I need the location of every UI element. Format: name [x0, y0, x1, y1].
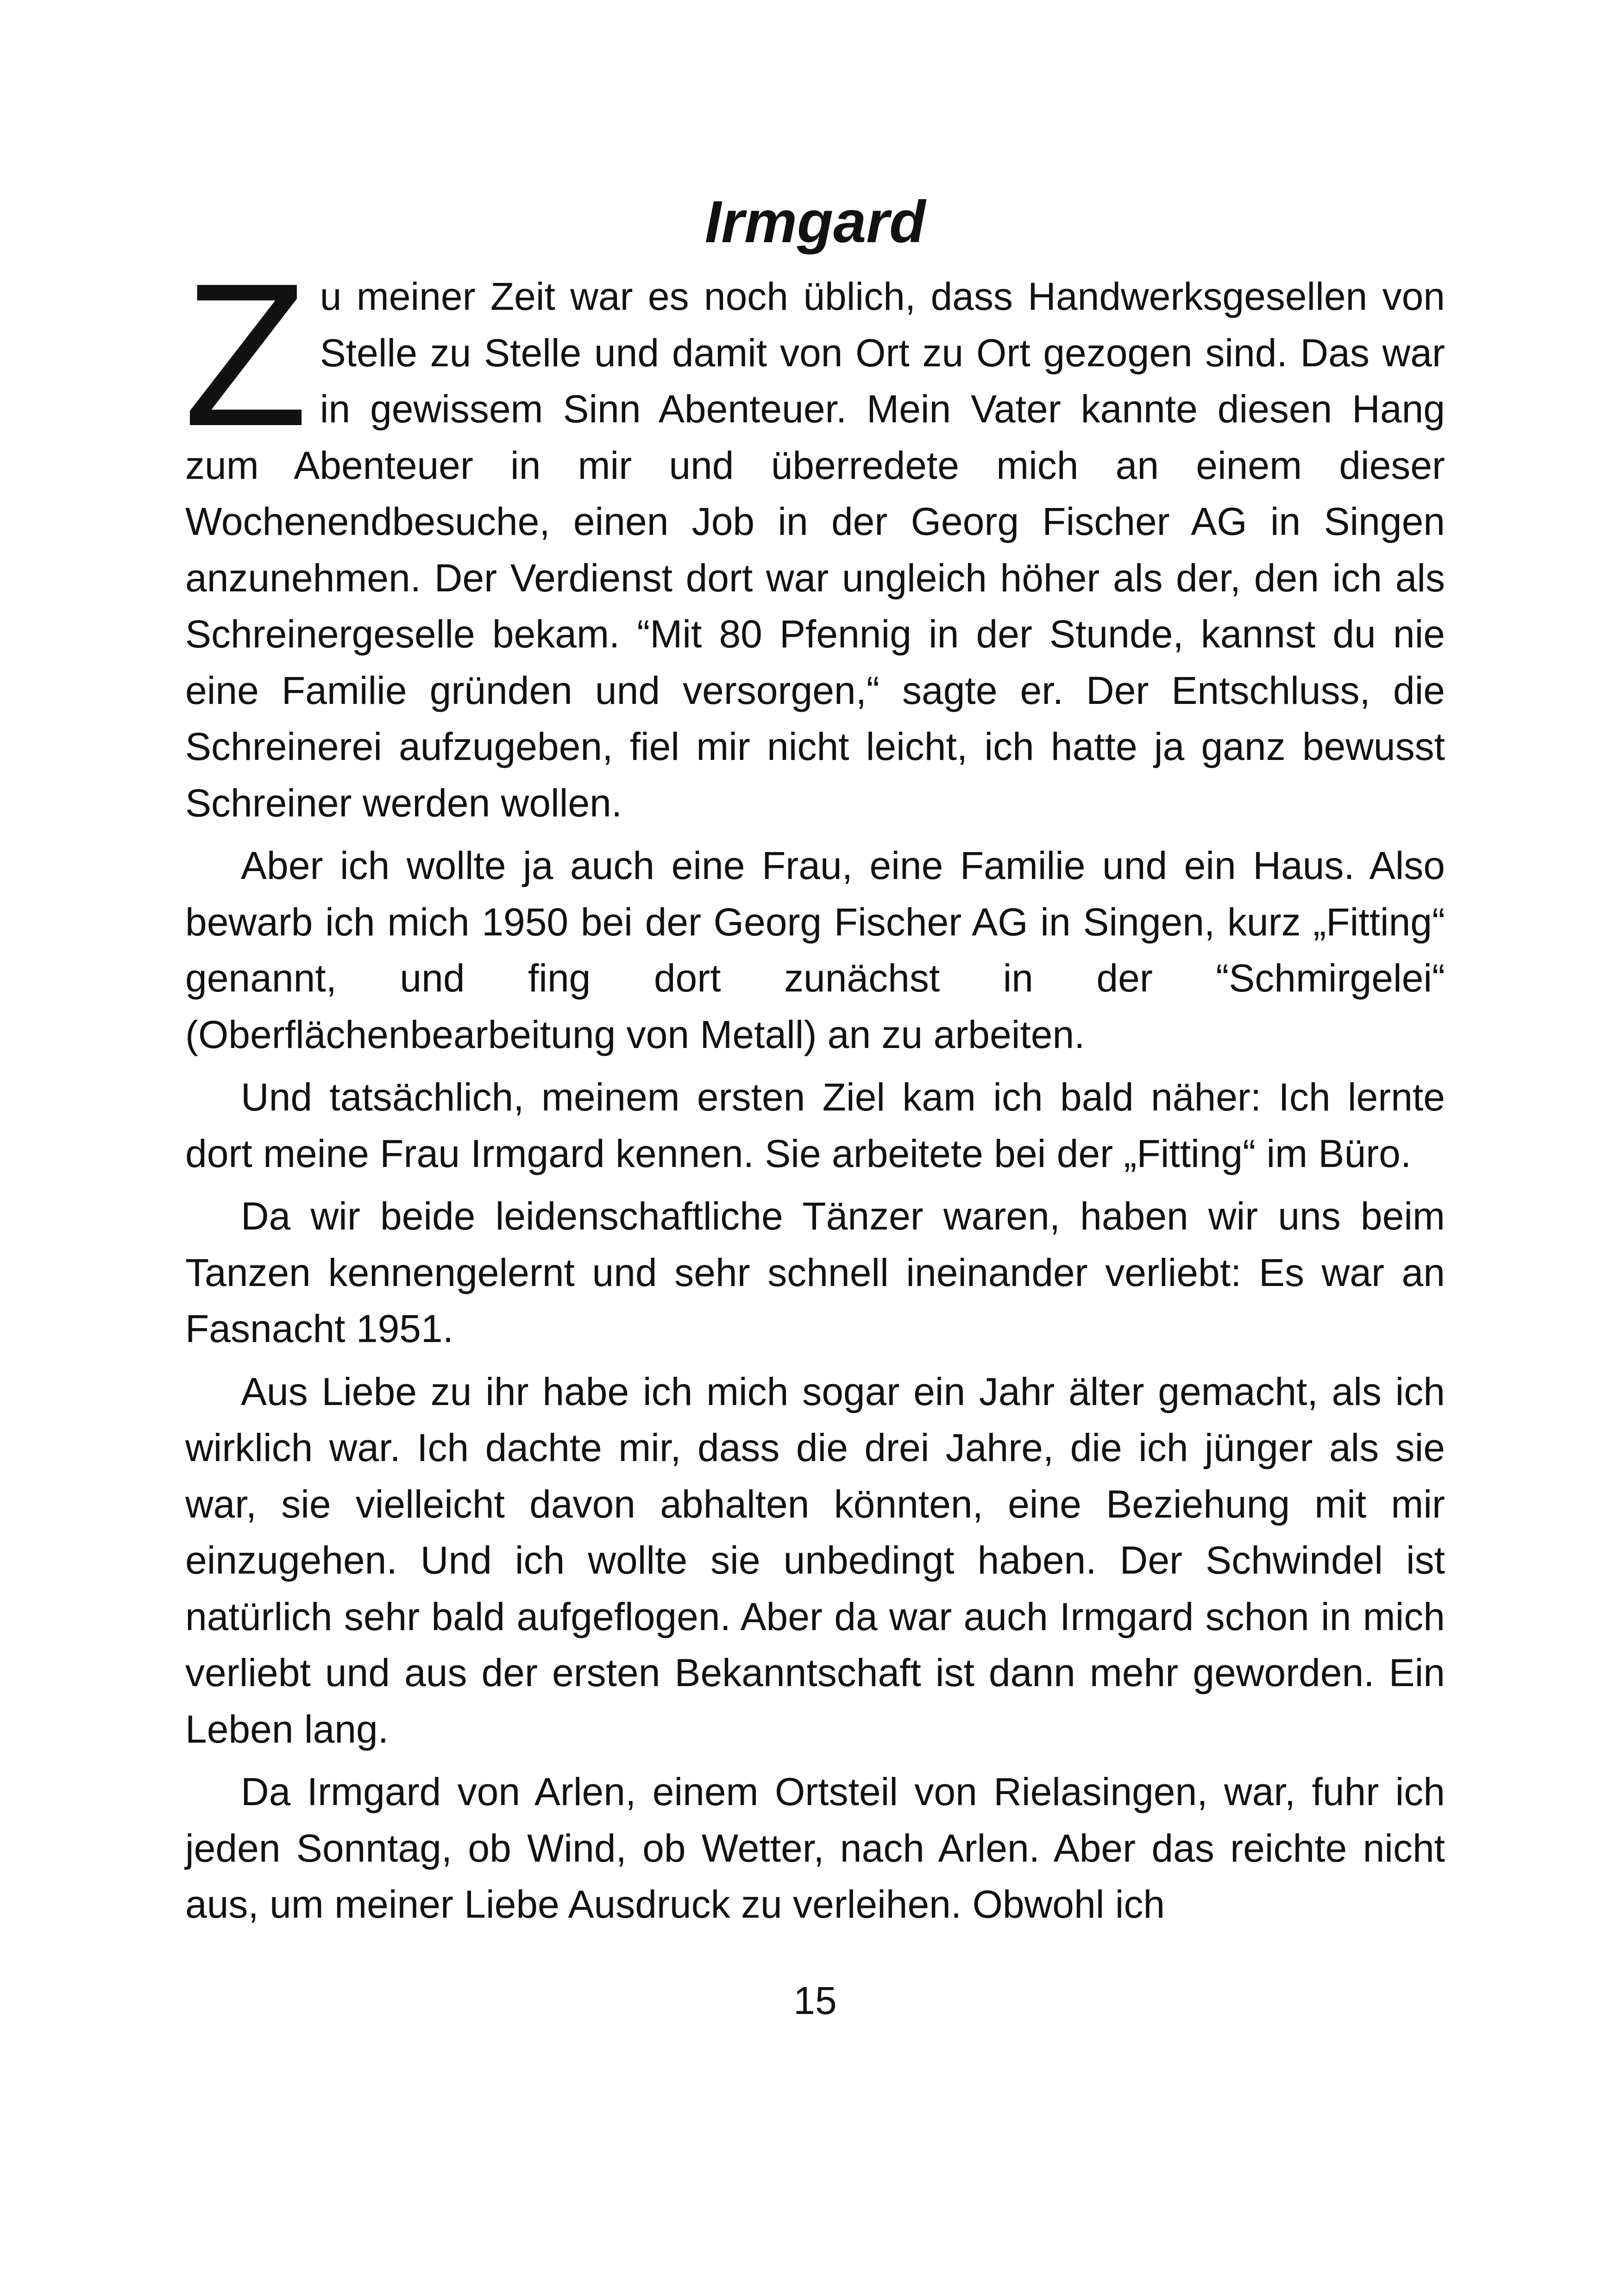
paragraph-text: u meiner Zeit war es noch üblich, dass Handwerksgesellen von Stelle zu Stelle und damit von Ort zu Ort gezogen sind. Das war in gewissem Sinn Abenteuer. Mein Vater kannte diesen Hang zum Abenteuer in mir und überredete mich an einem dieser Wochenendbesuche, einen Job in der Georg Fischer AG in Singen anzunehmen. Der Verdienst dort war ungleich höher als der, den ich als Schreinergeselle bekam. “Mit 80 Pfennig in der Stunde, kannst du nie eine Familie gründen und versorgen,“ sagte er. Der Entschluss, die Schreinerei aufzugeben, fiel mir nicht leicht, ich hatte ja ganz bewusst Schreiner werden wollen.: [185, 275, 1445, 825]
page-number: 15: [793, 1979, 837, 2022]
paragraph: Aus Liebe zu ihr habe ich mich sogar ein Jahr älter gemacht, als ich wirklich war. Ich dachte mir, dass die drei Jahre, die ich jünger als sie war, sie vielleicht davon abhalten könnten, eine Beziehung mit mir einzugehen. Und ich wollte sie unbedingt haben. Der Schwindel ist natürlich sehr bald aufgeflogen. Aber da war auch Irmgard schon in mich verliebt und aus der ersten Bekanntschaft ist dann mehr geworden. Ein Leben lang.: [185, 1369, 1445, 1751]
paragraph: [183, 241, 1445, 831]
body-text: [183, 241, 1445, 1933]
paragraph: Da Irmgard von Arlen, einem Ortsteil von Rielasingen, war, fuhr ich jeden Sonntag, ob Wind, ob Wetter, nach Arlen. Aber das reichte nicht aus, um meiner Liebe Ausdruck zu verleihen. Obwohl ich: [185, 1770, 1445, 1926]
paragraph: Aber ich wollte ja auch eine Frau, eine Familie und ein Haus. Also bewarb ich mich 1950 bei der Georg Fischer AG in Singen, kurz „Fitting“ genannt, und fing dort zunächst in der “Schmirgelei“ (Oberflächenbearbeitung von Metall) an zu arbeiten.: [185, 844, 1445, 1056]
chapter-title: Irmgard: [704, 189, 926, 255]
book-page: [185, 185, 1445, 2223]
drop-cap: Z: [183, 241, 308, 469]
paragraph: Da wir beide leidenschaftliche Tänzer waren, haben wir uns beim Tanzen kennengelernt und sehr schnell ineinander verliebt: Es war an Fasnacht 1951.: [185, 1194, 1445, 1350]
paragraph: Und tatsächlich, meinem ersten Ziel kam ich bald näher: Ich lernte dort meine Frau Irmgard kennen. Sie arbeitete bei der „Fitting“ im Büro.: [185, 1075, 1445, 1175]
